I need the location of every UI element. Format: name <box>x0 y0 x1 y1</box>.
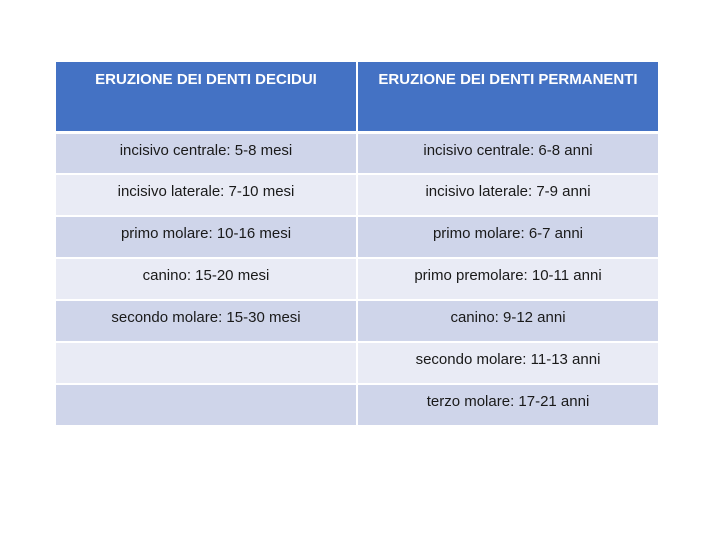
cell-permanent: incisivo laterale: 7-9 anni <box>357 174 658 216</box>
cell-permanent: secondo molare: 11-13 anni <box>357 342 658 384</box>
cell-deciduous: canino: 15-20 mesi <box>56 258 357 300</box>
table-row <box>56 174 658 216</box>
cell-deciduous: primo molare: 10-16 mesi <box>56 216 357 258</box>
cell-deciduous: incisivo laterale: 7-10 mesi <box>56 174 357 216</box>
header-row <box>56 62 658 132</box>
cell-deciduous: incisivo centrale: 5-8 mesi <box>56 132 357 174</box>
header-deciduous: ERUZIONE DEI DENTI DECIDUI <box>56 62 357 132</box>
teeth-eruption-table <box>56 62 658 427</box>
cell-deciduous: secondo molare: 15-30 mesi <box>56 300 357 342</box>
cell-deciduous <box>56 342 357 384</box>
table-body <box>56 132 658 426</box>
cell-deciduous <box>56 384 357 426</box>
table-row <box>56 342 658 384</box>
header-permanent: ERUZIONE DEI DENTI PERMANENTI <box>357 62 658 132</box>
cell-permanent: terzo molare: 17-21 anni <box>357 384 658 426</box>
table-row <box>56 300 658 342</box>
table-row <box>56 258 658 300</box>
cell-permanent: primo molare: 6-7 anni <box>357 216 658 258</box>
cell-permanent: canino: 9-12 anni <box>357 300 658 342</box>
cell-permanent: primo premolare: 10-11 anni <box>357 258 658 300</box>
table-row <box>56 216 658 258</box>
table-row <box>56 384 658 426</box>
table-header <box>56 62 658 132</box>
cell-permanent: incisivo centrale: 6-8 anni <box>357 132 658 174</box>
table-row <box>56 132 658 174</box>
